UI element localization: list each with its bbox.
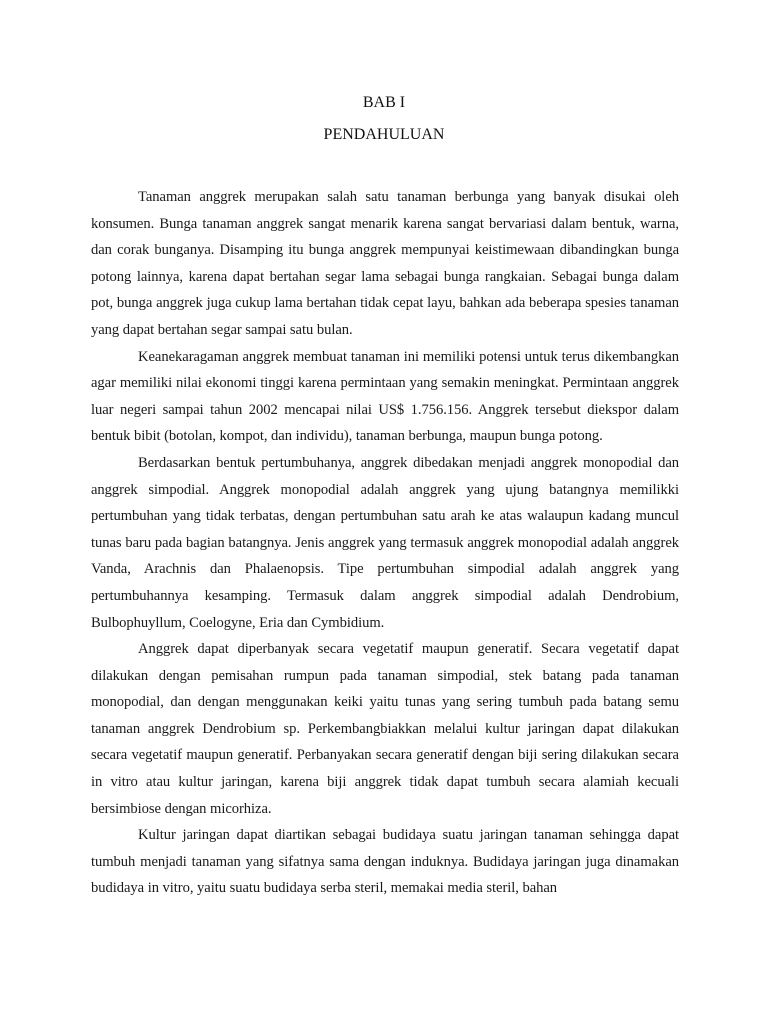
paragraph-1: Tanaman anggrek merupakan salah satu tanaman berbunga yang banyak disukai oleh konsumen. Bunga tanaman anggrek sangat menarik karena sangat bervariasi dalam bentuk, warna, dan corak bunganya. Disamping itu bunga anggrek mempunyai keistimewaan dibandingkan bunga potong lainnya, karena dapat bertahan segar lama sebagai bunga rangkaian. Sebagai bunga dalam pot, bunga anggrek juga cukup lama bertahan tidak cepat layu, bahkan ada beberapa spesies tanaman yang dapat bertahan segar sampai satu bulan. xyxy=(91,189,679,338)
paragraph-2: Keanekaragaman anggrek membuat tanaman ini memiliki potensi untuk terus dikembangkan agar memiliki nilai ekonomi tinggi karena permintaan yang semakin meningkat. Permintaan anggrek luar negeri sampai tahun 2002 mencapai nilai US$ 1.756.156. Anggrek tersebut diekspor dalam bentuk bibit (botolan, kompot, dan individu), tanaman berbunga, maupun bunga potong. xyxy=(91,348,679,445)
body-text xyxy=(91,184,679,902)
chapter-title: PENDAHULUAN xyxy=(323,126,445,143)
paragraph-3: Berdasarkan bentuk pertumbuhanya, anggrek dibedakan menjadi anggrek monopodial dan anggrek simpodial. Anggrek monopodial adalah anggrek yang ujung batangnya memilikki pertumbuhan yang tidak terbatas, dengan pertumbuhan satu arah ke atas walaupun kadang muncul tunas baru pada bagian batangnya. Jenis anggrek yang termasuk anggrek monopodial adalah anggrek Vanda, Arachnis dan Phalaenopsis. Tipe pertumbuhan simpodial adalah anggrek yang pertumbuhannya kesamping. Termasuk dalam anggrek simpodial adalah Dendrobium, Bulbophuyllum, Coelogyne, Eria dan Cymbidium. xyxy=(91,454,679,631)
paragraph-4: Anggrek dapat diperbanyak secara vegetatif maupun generatif. Secara vegetatif dapat dilakukan dengan pemisahan rumpun pada tanaman simpodial, stek batang pada tanaman monopodial, dan dengan menggunakan keiki yaitu tunas yang sering tumbuh pada batang semu tanaman anggrek Dendrobium sp. Perkembangbiakkan melalui kultur jaringan dapat dilakukan secara vegetatif maupun generatif. Perbanyakan secara generatif dengan biji sering dilakukan secara in vitro atau kultur jaringan, karena biji anggrek tidak dapat tumbuh secara alamiah kecuali bersimbiose dengan micorhiza. xyxy=(91,641,679,817)
chapter-number: BAB I xyxy=(362,94,406,111)
paragraph-5: Kultur jaringan dapat diartikan sebagai budidaya suatu jaringan tanaman sehingga dapat tumbuh menjadi tanaman yang sifatnya sama dengan induknya. Budidaya jaringan juga dinamakan budidaya in vitro, yaitu suatu budidaya serba steril, memakai media steril, bahan xyxy=(91,827,679,897)
